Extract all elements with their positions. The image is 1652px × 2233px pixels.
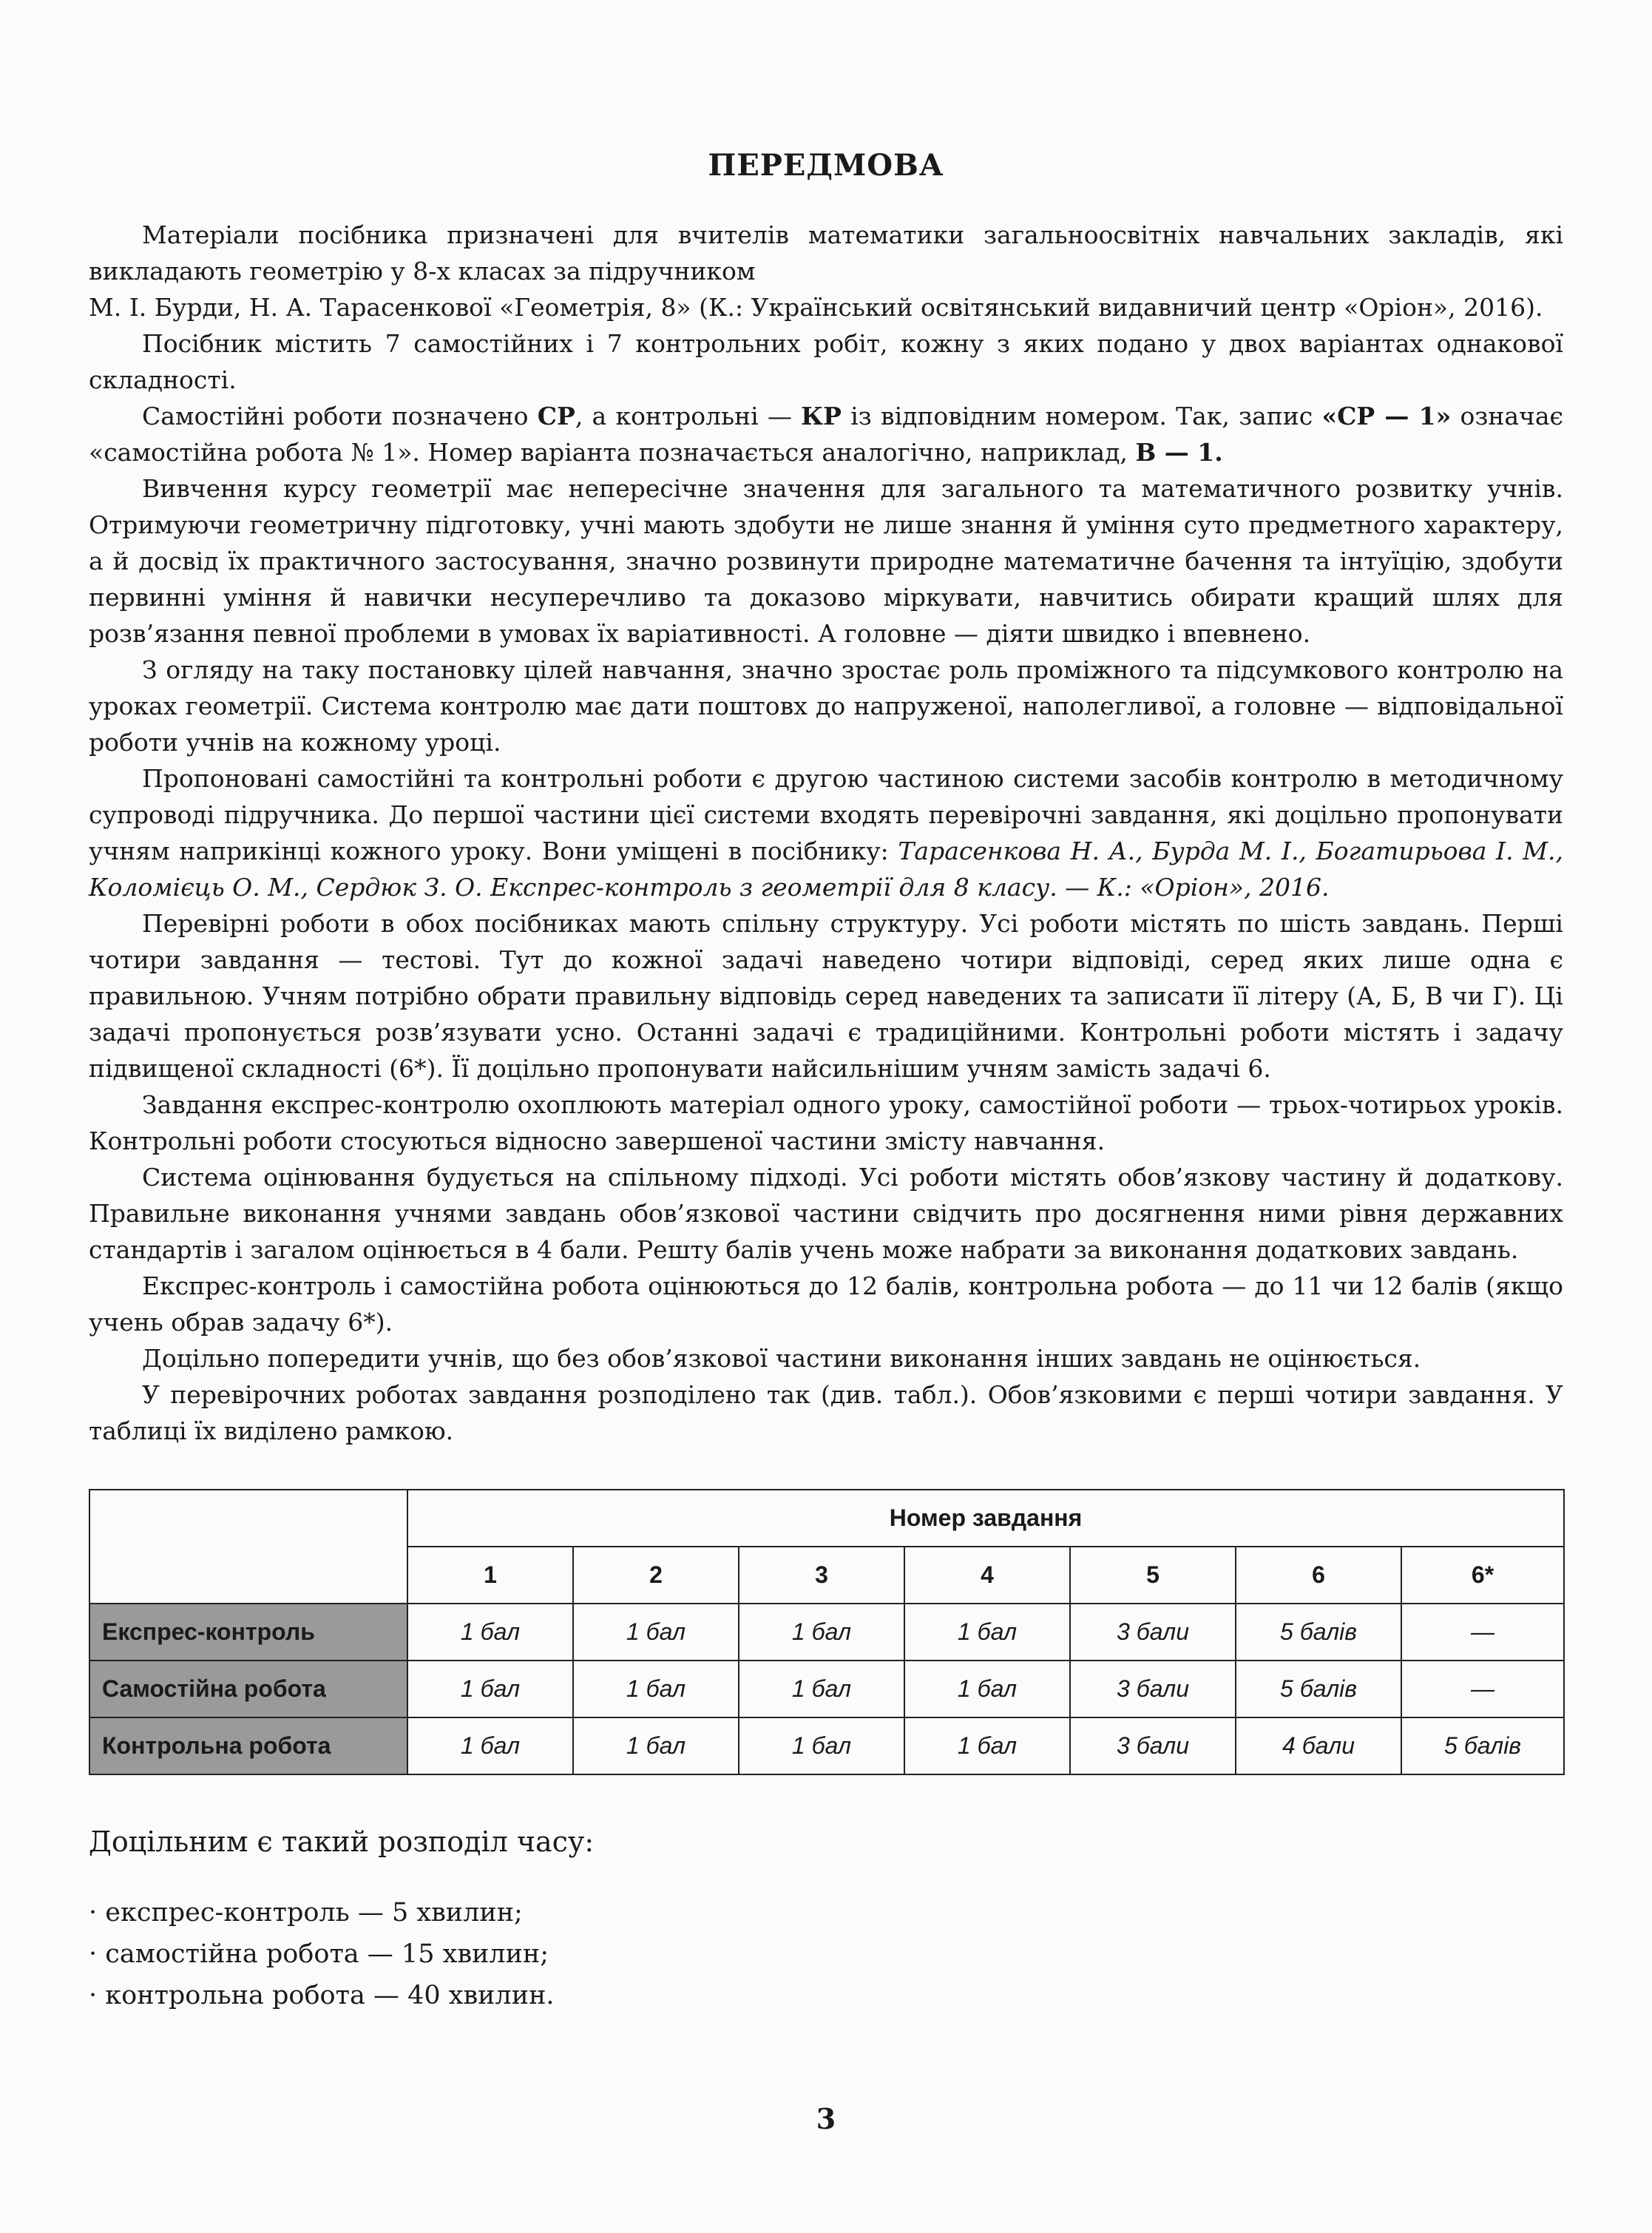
- time-item: · контрольна робота — 40 хвилин.: [89, 1981, 555, 2010]
- variant-code: В — 1.: [1135, 438, 1223, 467]
- table-cell: —: [1401, 1604, 1564, 1661]
- text-span: , а контрольні —: [575, 402, 802, 430]
- row-label: Самостійна робота: [89, 1661, 407, 1717]
- abbr-kr: КР: [801, 402, 842, 430]
- paragraph-9: Завдання експрес-контролю охоплюють матеріал одного уроку, самостійної роботи — трьох-чотирьох уроків. Контрольні роботи стосуються відносно завершеної частини змісту навчання.: [89, 1090, 1563, 1155]
- example-code: «СР — 1»: [1321, 402, 1452, 430]
- table-cell: 5 балів: [1401, 1717, 1564, 1774]
- table-cell: 1 бал: [573, 1661, 739, 1717]
- paragraph-8: Перевірні роботи в обох посібниках мають спільну структуру. Усі роботи містять по шість завдань. Перші чотири завдання — тестові. Тут до кожної задачі наведено чотири відповіді, серед яких лише одна є правильною. Учням потрібно обрати правильну відповідь серед наведених та записати її літеру (А, Б, В чи Г). Ці задачі пропонується розв’язувати усно. Останні задачі є традиційними. Контрольні роботи містять і задачу підвищеної складності (6*). Її доцільно пропонувати найсильнішим учням замість задачі 6.: [89, 909, 1563, 1083]
- text-span: Самостійні роботи позначено: [142, 402, 538, 430]
- table-header-row: [89, 1490, 1564, 1547]
- column-header: 2: [573, 1547, 739, 1604]
- paragraph-13: У перевірочних роботах завдання розподілено так (див. табл.). Обов’язковими є перші чотири завдання. У таблиці їх виділено рамкою.: [89, 1380, 1563, 1445]
- paragraph-2: М. І. Бурди, Н. А. Тарасенкової «Геометрія, 8» (К.: Український освітянський видавничий центр «Оріон», 2016).: [89, 293, 1543, 322]
- scoring-table-wrap: [89, 1489, 1563, 1775]
- table-cell: 1 бал: [904, 1661, 1070, 1717]
- table-cell: 1 бал: [407, 1661, 573, 1717]
- table-corner-cell: [89, 1490, 407, 1604]
- paragraph-4: [89, 398, 1563, 470]
- column-header: 4: [904, 1547, 1070, 1604]
- page-content: [89, 148, 1563, 2016]
- paragraph-11: Експрес-контроль і самостійна робота оцінюються до 12 балів, контрольна робота — до 11 чи 12 балів (якщо учень обрав задачу 6*).: [89, 1271, 1563, 1337]
- page-number: 3: [816, 2102, 836, 2135]
- table-row: [89, 1661, 1564, 1717]
- paragraph-5: Вивчення курсу геометрії має непересічне значення для загального та математичного розвитку учнів. Отримуючи геометричну підготовку, учні мають здобути не лише знання й уміння суто предметного характеру, а й досвід їх практичного застосування, значно розвинути природне математичне бачення та інтуїцію, здобути первинні уміння й навички несуперечливо та доказово міркувати, навчитись обирати кращий шлях для розв’язання певної проблеми в умовах їх варіативності. А головне — діяти швидко і впевнено.: [89, 474, 1563, 648]
- row-label: Експрес-контроль: [89, 1604, 407, 1661]
- abbr-sr: СР: [537, 402, 575, 430]
- column-header: 6: [1236, 1547, 1401, 1604]
- table-cell: 1 бал: [407, 1717, 573, 1774]
- paragraph-1: Матеріали посібника призначені для вчителів математики загальноосвітніх навчальних закладів, які викладають геометрію у 8-х класах за підручником: [89, 220, 1563, 286]
- paragraph-10: Система оцінювання будується на спільному підході. Усі роботи містять обов’язкову частину й додаткову. Правильне виконання учнями завдань обов’язкової частини свідчить про досягнення ними рівня державних стандартів і загалом оцінюється в 4 бали. Решту балів учень може набрати за виконання додаткових завдань.: [89, 1163, 1563, 1264]
- time-item: · експрес-контроль — 5 хвилин;: [89, 1898, 523, 1928]
- citation: Тарасенкова Н. А., Бурда М. І., Богатирьова І. М., Коломієць О. М., Сердюк З. О. Експрес-контроль з геометрії для 8 класу. — К.: «Оріон», 2016.: [89, 837, 1563, 902]
- table-cell: 5 балів: [1236, 1661, 1401, 1717]
- table-cell: 1 бал: [407, 1604, 573, 1661]
- table-cell: 1 бал: [573, 1717, 739, 1774]
- table-cell: 4 бали: [1236, 1717, 1401, 1774]
- text-span: із відповідним номером. Так, запис: [841, 402, 1322, 430]
- table-row: [89, 1717, 1564, 1774]
- table-cell: —: [1401, 1661, 1564, 1717]
- text-span: Пропоновані самостійні та контрольні роботи є другою частиною системи засобів контролю в методичному супроводі підручника. До першої частини цієї системи входять перевірочні завдання, які доцільно пропонувати учням наприкінці кожного уроку. Вони уміщені в посібнику:: [89, 764, 1563, 865]
- table-cell: 3 бали: [1070, 1717, 1236, 1774]
- table-cell: 1 бал: [573, 1604, 739, 1661]
- table-cell: 1 бал: [904, 1604, 1070, 1661]
- row-label: Контрольна робота: [89, 1717, 407, 1774]
- column-header: 3: [739, 1547, 904, 1604]
- table-cell: 3 бали: [1070, 1661, 1236, 1717]
- column-header: 1: [407, 1547, 573, 1604]
- table-header-title: Номер завдання: [407, 1490, 1564, 1547]
- column-header: 6*: [1401, 1547, 1564, 1604]
- scoring-table: [89, 1489, 1565, 1775]
- time-distribution-intro: Доцільним є такий розподіл часу:: [89, 1825, 595, 1858]
- table-cell: 1 бал: [739, 1717, 904, 1774]
- paragraph-12: Доцільно попередити учнів, що без обов’язкової частини виконання інших завдань не оцінюється.: [142, 1344, 1421, 1373]
- text-span: означає «самостійна робота № 1». Номер варіанта позначається аналогічно, наприклад,: [89, 402, 1564, 467]
- table-cell: 1 бал: [739, 1661, 904, 1717]
- table-cell: 5 балів: [1236, 1604, 1401, 1661]
- paragraph-3: Посібник містить 7 самостійних і 7 контрольних робіт, кожну з яких подано у двох варіантах однакової складності.: [89, 329, 1563, 394]
- time-item: · самостійна робота — 15 хвилин;: [89, 1939, 549, 1969]
- table-cell: 3 бали: [1070, 1604, 1236, 1661]
- table-row: [89, 1604, 1564, 1661]
- table-cell: 1 бал: [904, 1717, 1070, 1774]
- column-header: 5: [1070, 1547, 1236, 1604]
- page-title: ПЕРЕДМОВА: [708, 148, 944, 183]
- paragraph-7: [89, 760, 1563, 905]
- table-cell: 1 бал: [739, 1604, 904, 1661]
- paragraph-6: З огляду на таку постановку цілей навчання, значно зростає роль проміжного та підсумкового контролю на уроках геометрії. Система контролю має дати поштовх до напруженої, наполегливої, а головне — відповідальної роботи учнів на кожному уроці.: [89, 655, 1563, 757]
